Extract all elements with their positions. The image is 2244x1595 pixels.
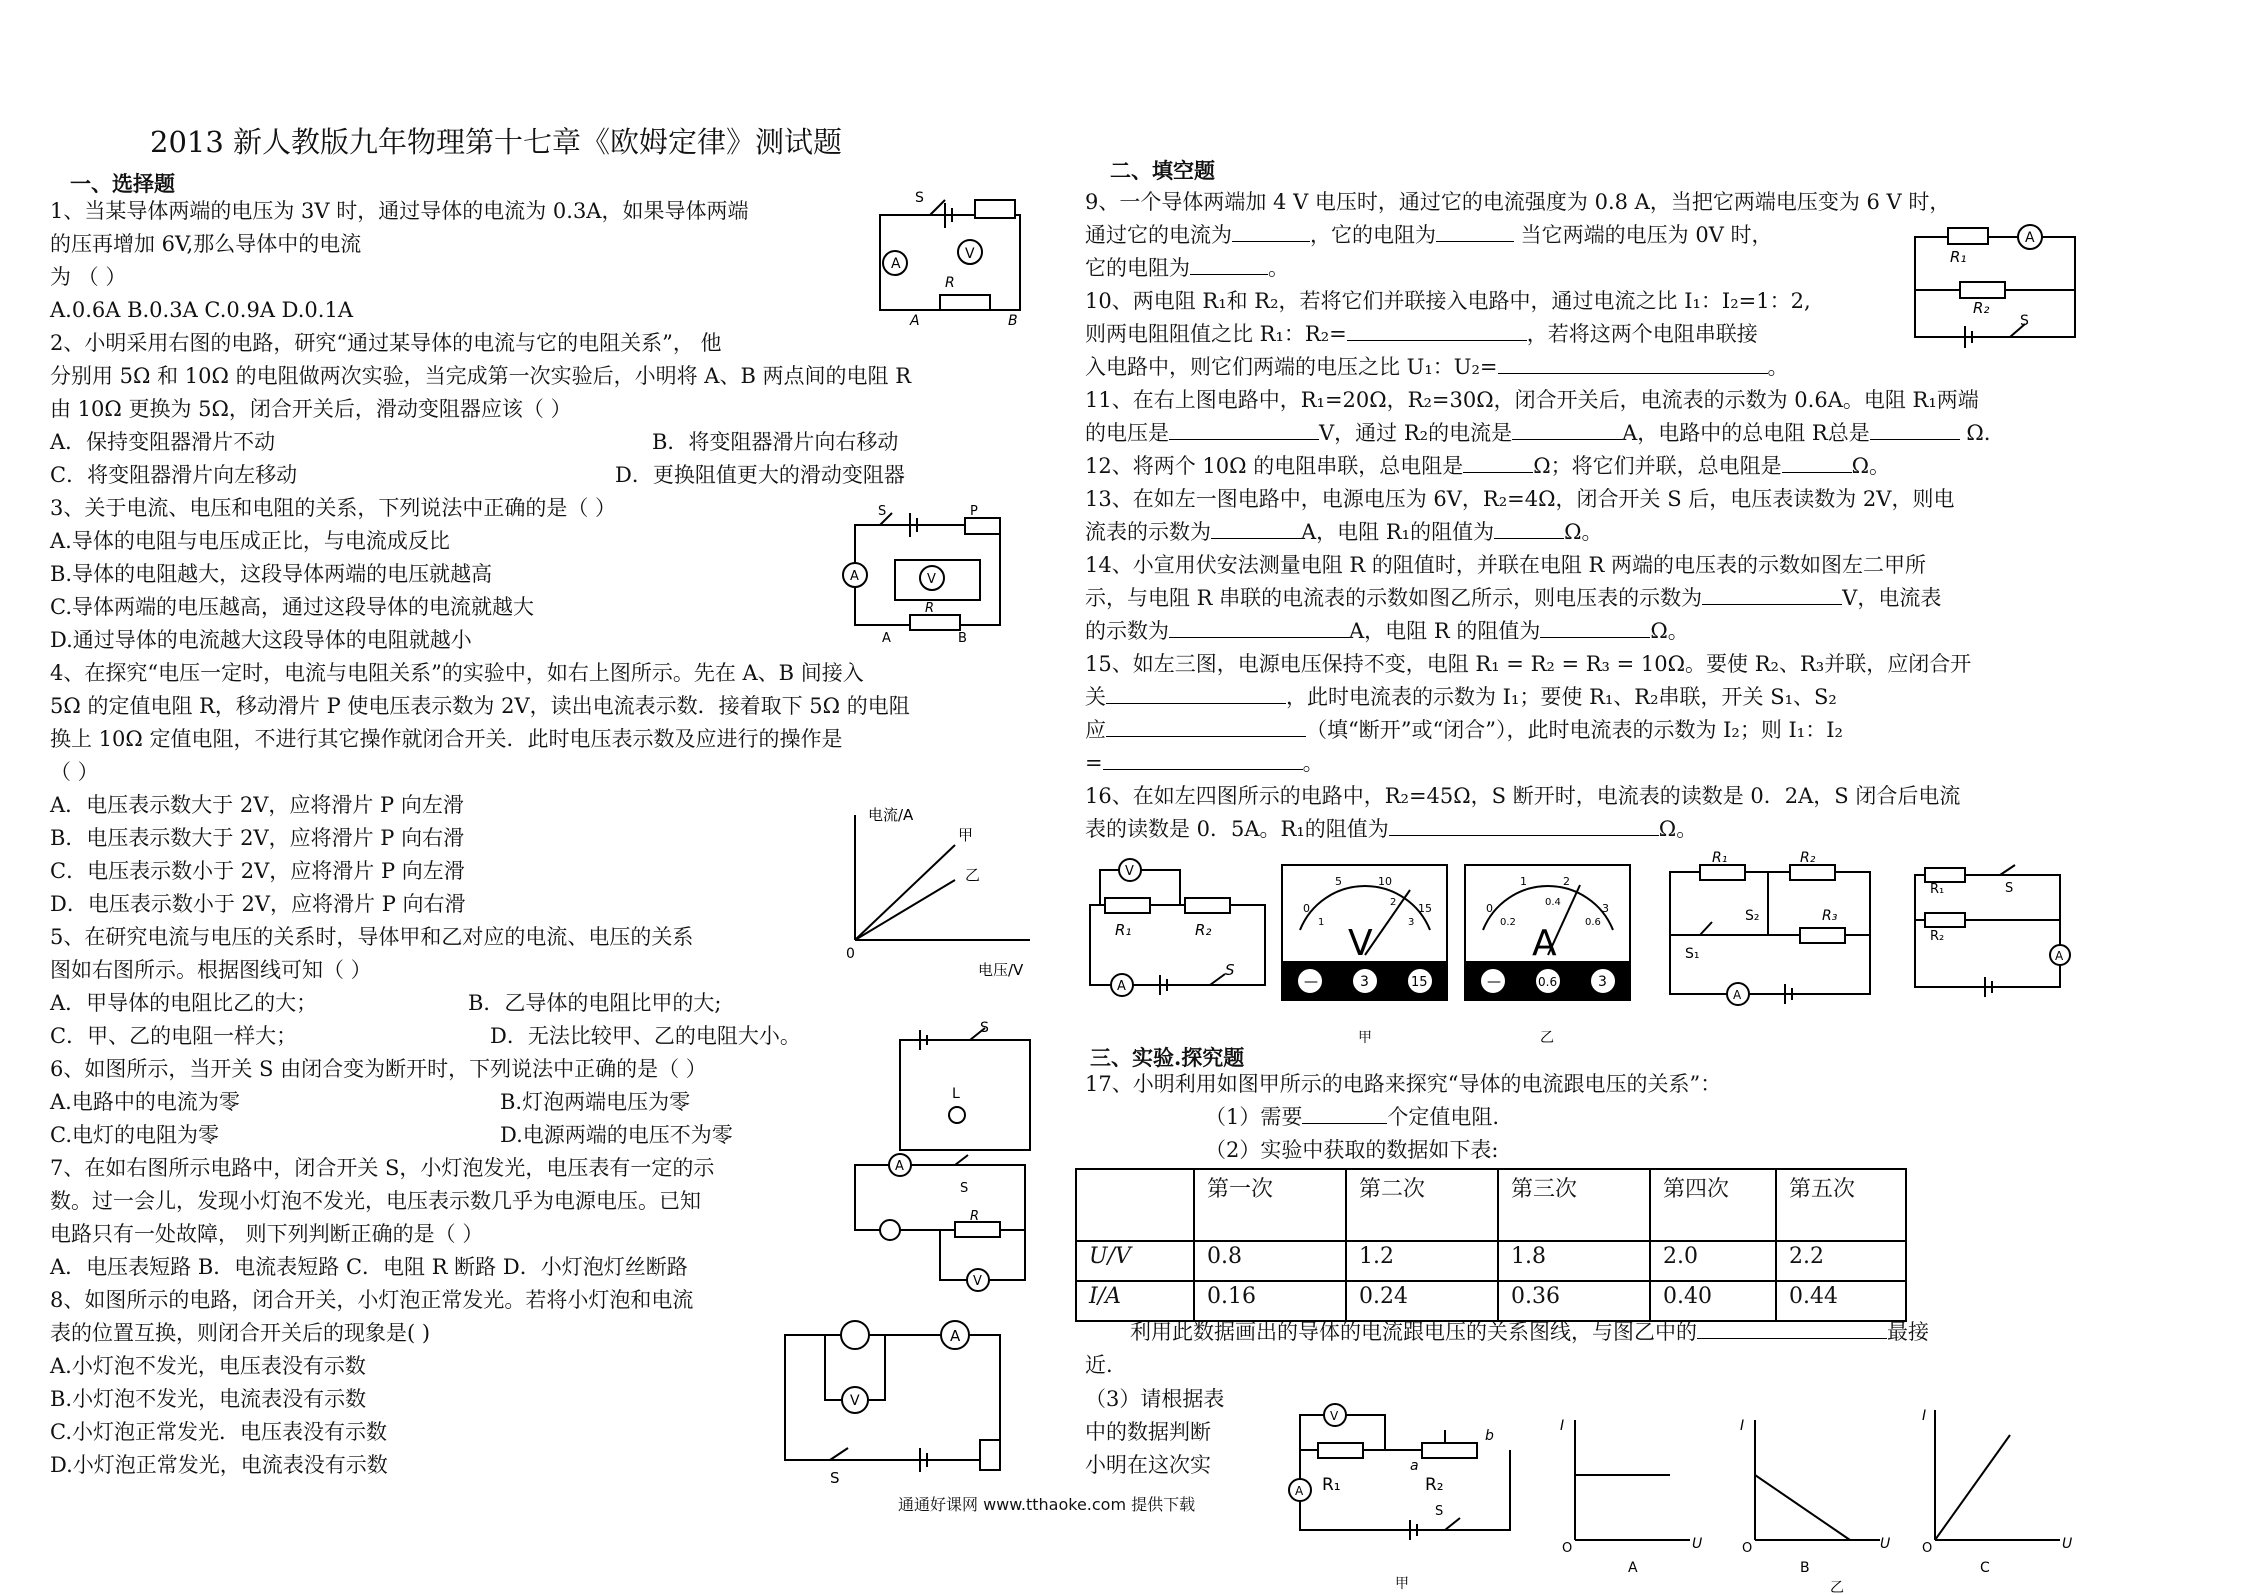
q17-text: 利用此数据画出的导体的电流跟电压的关系图线，与图乙中的 <box>1130 1320 1697 1344</box>
dial-tick: 15 <box>1418 902 1432 915</box>
origin-label: 0 <box>846 946 855 962</box>
terminal-label: — <box>1487 974 1501 990</box>
ammeter-label: A <box>895 1159 904 1174</box>
q14-text: Ω。 <box>1650 619 1689 643</box>
q15-text: 。 <box>1302 751 1324 775</box>
q14-text: 的示数为 <box>1085 619 1169 643</box>
q17-text: 最接 <box>1887 1320 1929 1344</box>
q5-option-c: C．甲、乙的电阻一样大； <box>50 1024 298 1048</box>
dial-tick: 10 <box>1378 875 1392 888</box>
q3-option-b: B.导体的电阻越大，这段导体两端的电压就越高 <box>50 562 493 586</box>
circuit-q8 <box>785 1321 1000 1472</box>
node-label-b: B <box>958 631 967 646</box>
ammeter-label: A <box>950 1327 961 1345</box>
circuit-q3 <box>843 513 1000 630</box>
axis-label-u: U <box>1880 1536 1891 1552</box>
r2-label: R₂ <box>1973 299 1990 317</box>
section-fill: 二、填空题 <box>1110 158 1215 183</box>
table-cell: 0.16 <box>1194 1281 1346 1321</box>
node-label-a: A <box>882 631 891 646</box>
table-cell: I/A <box>1076 1281 1194 1321</box>
table-cell: 第三次 <box>1498 1169 1650 1241</box>
origin-label: O <box>1922 1541 1933 1556</box>
node-label-a: a <box>1410 1458 1419 1474</box>
resistor-label: R <box>970 1209 980 1224</box>
terminal-label: 0.6 <box>1538 975 1558 989</box>
slider-label: P <box>970 504 978 519</box>
q3-line: 3、关于电流、电压和电阻的关系，下列说法中正确的是（ ） <box>50 496 617 520</box>
axis-label-i: I <box>1922 1408 1927 1424</box>
q2-option-b: B．将变阻器滑片向右移动 <box>652 430 899 454</box>
q11-text: 的电压是 <box>1085 421 1169 445</box>
footer-credit: 通通好课网 www.tthaoke.com 提供下载 <box>898 1495 1196 1514</box>
graph-q5 <box>855 815 1030 940</box>
q17-line: 近. <box>1085 1353 1113 1377</box>
q5-option-b: B．乙导体的电阻比甲的大; <box>468 991 722 1015</box>
q8-option-c: C.小灯泡正常发光．电压表没有示数 <box>50 1420 387 1444</box>
graph-b <box>1755 1420 1880 1540</box>
q5-line: 图如右图所示。根据图线可知（ ） <box>50 958 372 982</box>
dial-tick: 3 <box>1408 917 1415 928</box>
q13-line: 13、在如左一图电路中，电源电压为 6V，R₂=4Ω，闭合开关 S 后，电压表读数为 2V，则电 <box>1085 487 1955 511</box>
q9-line: 9、一个导体两端加 4 V 电压时，通过它的电流强度为 0.8 A，当把它两端电压变为 6 V 时， <box>1085 190 1951 214</box>
table-cell: 1.8 <box>1498 1241 1650 1281</box>
line-label-yi: 乙 <box>965 866 981 884</box>
q15-line: 15、如左三图，电源电压保持不变，电阻 R₁ = R₂ = R₃ = 10Ω。要使 R₂、R₃并联，应闭合开 <box>1085 652 1972 676</box>
q16-line: 16、在如左四图所示的电路中，R₂=45Ω，S 断开时，电流表的读数是 0．2A，S 闭合后电流 <box>1085 784 1961 808</box>
q1-line: 的压再增加 6V,那么导体中的电流 <box>50 232 362 256</box>
r1-label: R₁ <box>1712 850 1728 866</box>
voltmeter-label: V <box>1125 864 1134 879</box>
dial-tick: 1 <box>1520 875 1527 888</box>
switch-label: S <box>1435 1504 1444 1519</box>
q3-option-c: C.导体两端的电压越高，通过这段导体的电流就越大 <box>50 595 534 619</box>
switch-label: S <box>915 190 924 206</box>
ammeter-label: A <box>2055 949 2064 963</box>
table-cell: 0.24 <box>1346 1281 1498 1321</box>
q2-line: 分别用 5Ω 和 10Ω 的电阻做两次实验，当完成第一次实验后，小明将 A、B 两点间的电阻 R <box>50 364 912 388</box>
terminal-label: — <box>1304 974 1318 990</box>
voltmeter-label: V <box>1330 1409 1339 1423</box>
ammeter-label: A <box>891 256 901 272</box>
r3-label: R₃ <box>1822 908 1838 924</box>
ammeter-symbol: A <box>1532 923 1557 964</box>
q14-text: A，电阻 R 的阻值为 <box>1349 619 1541 643</box>
q10-text: 入电路中，则它们两端的电压之比 U₁：U₂= <box>1085 355 1498 379</box>
q9-text: 。 <box>1268 256 1289 280</box>
circuit-q7 <box>855 1154 1025 1291</box>
r1-label: R₁ <box>1950 248 1967 266</box>
graph-caption-c: C <box>1980 1560 1990 1576</box>
resistor-label: R <box>945 275 955 291</box>
switch-label: S <box>1225 961 1235 979</box>
dial-tick: 5 <box>1335 875 1342 888</box>
q4-option-a: A．电压表示数大于 2V，应将滑片 P 向左滑 <box>50 793 464 817</box>
node-label-b: B <box>1008 313 1018 329</box>
q11-line: 11、在右上图电路中，R₁=20Ω，R₂=30Ω，闭合开关后，电流表的示数为 0.6A。电阻 R₁两端 <box>1085 388 1979 412</box>
q11-text: V，通过 R₂的电流是 <box>1319 421 1513 445</box>
q13-text: Ω。 <box>1564 520 1603 544</box>
switch-label: S <box>980 1020 989 1036</box>
q13-text: A，电阻 R₁的阻值为 <box>1301 520 1495 544</box>
q10-line: 10、两电阻 R₁和 R₂，若将它们并联接入电路中，通过电流之比 I₁：I₂=1：2, <box>1085 289 1811 313</box>
q4-option-c: C．电压表示数小于 2V，应将滑片 P 向左滑 <box>50 859 465 883</box>
q3-option-d: D.通过导体的电流越大这段导体的电阻就越小 <box>50 628 472 652</box>
table-cell: 2.0 <box>1650 1241 1776 1281</box>
q15-text: 应 <box>1085 718 1106 742</box>
q7-line: 电路只有一处故障， 则下列判断正确的是（ ） <box>50 1222 484 1246</box>
q17-line: 小明在这次实 <box>1085 1453 1211 1477</box>
graph-a <box>1575 1420 1690 1540</box>
q17-line: 中的数据判断 <box>1085 1420 1211 1444</box>
q9-text: 通过它的电流为 <box>1085 223 1232 247</box>
q3-option-a: A.导体的电阻与电压成正比，与电流成反比 <box>50 529 450 553</box>
q5-option-a: A．甲导体的电阻比乙的大； <box>50 991 318 1015</box>
graph-c <box>1935 1410 2060 1540</box>
ammeter-label: A <box>2025 230 2035 246</box>
r2-label: R₂ <box>1800 850 1816 866</box>
q8-line: 表的位置互换，则闭合开关后的现象是( ) <box>50 1321 431 1345</box>
q16-text: 表的读数是 0．5A。R₁的阻值为 <box>1085 817 1389 841</box>
q6-option-c: C.电灯的电阻为零 <box>50 1123 219 1147</box>
q2-line: 2、小明采用右图的电路，研究“通过某导体的电流与它的电阻关系”， 他 <box>50 331 722 355</box>
q11-text: Ω． <box>1959 421 2005 445</box>
q6-option-b: B.灯泡两端电压为零 <box>500 1090 691 1114</box>
dial-tick: 0.2 <box>1500 917 1516 928</box>
q6-line: 6、如图所示，当开关 S 由闭合变为断开时，下列说法中正确的是（ ） <box>50 1057 707 1081</box>
ammeter-label: A <box>1117 979 1126 994</box>
s2-label: S₂ <box>1745 908 1760 924</box>
circuit-q1 <box>880 200 1020 310</box>
table-cell: 1.2 <box>1346 1241 1498 1281</box>
origin-label: O <box>1562 1541 1573 1556</box>
origin-label: O <box>1742 1541 1753 1556</box>
axis-label-i: I <box>1740 1418 1745 1434</box>
q4-option-d: D．电压表示数小于 2V，应将滑片 P 向右滑 <box>50 892 466 916</box>
page-title: 2013 新人教版九年物理第十七章《欧姆定律》测试题 <box>150 125 843 159</box>
q12-text: 12、将两个 10Ω 的电阻串联，总电阻是 <box>1085 454 1464 478</box>
circuit-left3 <box>1670 865 1870 1005</box>
ammeter-label: A <box>1733 988 1742 1002</box>
dial-tick: 0 <box>1486 902 1493 915</box>
s1-label: S₁ <box>1685 946 1700 962</box>
axis-label-i: I <box>1560 1418 1565 1434</box>
q1-line: 1、当某导体两端的电压为 3V 时，通过导体的电流为 0.3A，如果导体两端 <box>50 199 749 223</box>
table-cell: 0.40 <box>1650 1281 1776 1321</box>
voltmeter-label: V <box>850 1393 860 1409</box>
caption-jia: 甲 <box>1395 1576 1409 1592</box>
resistor-label: R <box>925 601 935 616</box>
q2-option-a: A．保持变阻器滑片不动 <box>50 430 276 454</box>
switch-label: S <box>2005 881 2014 896</box>
q8-option-a: A.小灯泡不发光，电压表没有示数 <box>50 1354 366 1378</box>
q9-text: ，它的电阻为 <box>1310 223 1436 247</box>
q4-line: （ ） <box>50 760 99 784</box>
terminal-label: 3 <box>1360 974 1369 990</box>
q9-text: 当它两端的电压为 0V 时， <box>1514 223 1773 247</box>
q10-text: 则两电阻阻值之比 R₁：R₂= <box>1085 322 1347 346</box>
q17-line: （2）实验中获取的数据如下表: <box>1205 1138 1499 1162</box>
q5-line: 5、在研究电流与电压的关系时，导体甲和乙对应的电流、电压的关系 <box>50 925 694 949</box>
q13-text: 流表的示数为 <box>1085 520 1211 544</box>
table-cell: 第一次 <box>1194 1169 1346 1241</box>
q6-option-d: D.电源两端的电压不为零 <box>500 1123 733 1147</box>
switch-label: S <box>2020 313 2029 329</box>
q1-line: 为 （ ） <box>50 265 127 289</box>
graph-caption-a: A <box>1628 1560 1638 1576</box>
graph-caption-b: B <box>1800 1560 1810 1576</box>
axis-label-current: 电流/A <box>868 806 914 824</box>
q4-option-b: B．电压表示数大于 2V，应将滑片 P 向右滑 <box>50 826 465 850</box>
circuit-q9 <box>1915 225 2075 348</box>
table-cell: 0.8 <box>1194 1241 1346 1281</box>
q9-text: 它的电阻为 <box>1085 256 1190 280</box>
r2-label: R₂ <box>1195 921 1212 939</box>
q11-text: A，电路中的总电阻 R总是 <box>1622 421 1870 445</box>
axis-label-voltage: 电压/V <box>978 961 1024 979</box>
voltmeter-label: V <box>927 572 936 587</box>
q16-text: Ω。 <box>1658 817 1698 841</box>
dial-tick: 0 <box>1303 902 1310 915</box>
table-cell: 0.44 <box>1776 1281 1906 1321</box>
dial-tick: 0.4 <box>1545 897 1561 908</box>
terminal-label: 15 <box>1411 975 1428 990</box>
q17-line: （3）请根据表 <box>1085 1387 1225 1411</box>
q14-line: 14、小宣用伏安法测量电阻 R 的阻值时，并联在电阻 R 两端的电压表的示数如图左二甲所 <box>1085 553 1927 577</box>
r1-label: R₁ <box>1322 1475 1341 1495</box>
q4-line: 4、在探究“电压一定时，电流与电阻关系”的实验中，如右上图所示。先在 A、B 间接入 <box>50 661 864 685</box>
q8-line: 8、如图所示的电路，闭合开关，小灯泡正常发光。若将小灯泡和电流 <box>50 1288 694 1312</box>
dial-tick: 1 <box>1318 917 1325 928</box>
lamp-label: L <box>952 1086 960 1102</box>
r2-label: R₂ <box>1930 929 1945 944</box>
q2-option-d: D．更换阻值更大的滑动变阻器 <box>615 463 905 487</box>
circuit-jia <box>1289 1404 1510 1540</box>
table-cell: U/V <box>1076 1241 1194 1281</box>
node-label-a: A <box>910 313 920 329</box>
q7-line: 数。过一会儿，发现小灯泡不发光，电压表示数几乎为电源电压。已知 <box>50 1189 701 1213</box>
dial-tick: 2 <box>1563 875 1570 888</box>
q4-line: 5Ω 的定值电阻 R，移动滑片 P 使电压表示数为 2V，读出电流表示数．接着取下 5Ω 的电阻 <box>50 694 910 718</box>
axis-label-u: U <box>2062 1536 2073 1552</box>
q14-text: 示，与电阻 R 串联的电流表的示数如图乙所示，则电压表的示数为 <box>1085 586 1703 610</box>
caption-yi: 乙 <box>1830 1580 1844 1595</box>
q17-text: 个定值电阻. <box>1387 1105 1500 1129</box>
q17-text: （1）需要 <box>1205 1105 1303 1129</box>
q8-option-d: D.小灯泡正常发光，电流表没有示数 <box>50 1453 388 1477</box>
q2-line: 由 10Ω 更换为 5Ω，闭合开关后，滑动变阻器应该（ ） <box>50 397 572 421</box>
table-cell: 第五次 <box>1776 1169 1906 1241</box>
table-cell: 2.2 <box>1776 1241 1906 1281</box>
section-experiment: 三、实验.探究题 <box>1090 1045 1245 1070</box>
q2-option-c: C．将变阻器滑片向左移动 <box>50 463 298 487</box>
terminal-label: 3 <box>1598 974 1607 990</box>
q8-option-b: B.小灯泡不发光，电流表没有示数 <box>50 1387 367 1411</box>
line-label-jia: 甲 <box>958 826 974 844</box>
r1-label: R₁ <box>1115 921 1132 939</box>
q15-text: 关 <box>1085 685 1106 709</box>
voltmeter-label: V <box>965 246 975 262</box>
q7-options: A．电压表短路 B．电流表短路 C．电阻 R 断路 D．小灯泡灯丝断路 <box>50 1255 688 1279</box>
dial-tick: 3 <box>1602 902 1609 915</box>
switch-label: S <box>960 1181 969 1196</box>
table-cell: 0.36 <box>1498 1281 1650 1321</box>
r1-label: R₁ <box>1930 882 1945 897</box>
q10-text: ，若将这两个电阻串联接 <box>1526 322 1758 346</box>
axis-label-u: U <box>1692 1536 1703 1552</box>
dial-tick: 0.6 <box>1585 917 1601 928</box>
q1-options: A.0.6A B.0.3A C.0.9A D.0.1A <box>50 298 353 322</box>
voltmeter-symbol: V <box>1348 923 1373 964</box>
q15-text: ，此时电流表的示数为 I₁；要使 R₁、R₂串联，开关 S₁、S₂ <box>1286 685 1837 709</box>
section-choice: 一、选择题 <box>70 171 175 196</box>
node-label-b: b <box>1485 1428 1494 1444</box>
q5-option-d: D．无法比较甲、乙的电阻大小。 <box>490 1024 801 1048</box>
table-cell: 第二次 <box>1346 1169 1498 1241</box>
q15-text: （填“断开”或“闭合”），此时电流表的示数为 I₂；则 I₁：I₂ <box>1306 718 1843 742</box>
q6-option-a: A.电路中的电流为零 <box>50 1090 240 1114</box>
table-cell: 第四次 <box>1650 1169 1776 1241</box>
q15-text: = <box>1085 751 1103 775</box>
ammeter-label: A <box>1295 1484 1304 1498</box>
q12-text: Ω；将它们并联，总电阻是 <box>1533 454 1782 478</box>
dial-tick: 2 <box>1390 897 1397 908</box>
q7-line: 7、在如右图所示电路中，闭合开关 S，小灯泡发光，电压表有一定的示 <box>50 1156 715 1180</box>
meter-caption-jia: 甲 <box>1358 1030 1372 1046</box>
r2-label: R₂ <box>1425 1475 1444 1495</box>
ammeter-label: A <box>850 569 859 584</box>
switch-label: S <box>830 1469 840 1487</box>
q14-text: V，电流表 <box>1842 586 1942 610</box>
meter-caption-yi: 乙 <box>1540 1030 1554 1046</box>
q17-line: 17、小明利用如图甲所示的电路来探究“导体的电流跟电压的关系”： <box>1085 1072 1722 1096</box>
voltmeter-label: V <box>973 1274 982 1289</box>
switch-label: S <box>878 504 887 519</box>
q12-text: Ω。 <box>1851 454 1891 478</box>
q10-text: 。 <box>1767 355 1789 379</box>
circuit-q6 <box>900 1028 1030 1150</box>
q4-line: 换上 10Ω 定值电阻，不进行其它操作就闭合开关．此时电压表示数及应进行的操作是 <box>50 727 843 751</box>
